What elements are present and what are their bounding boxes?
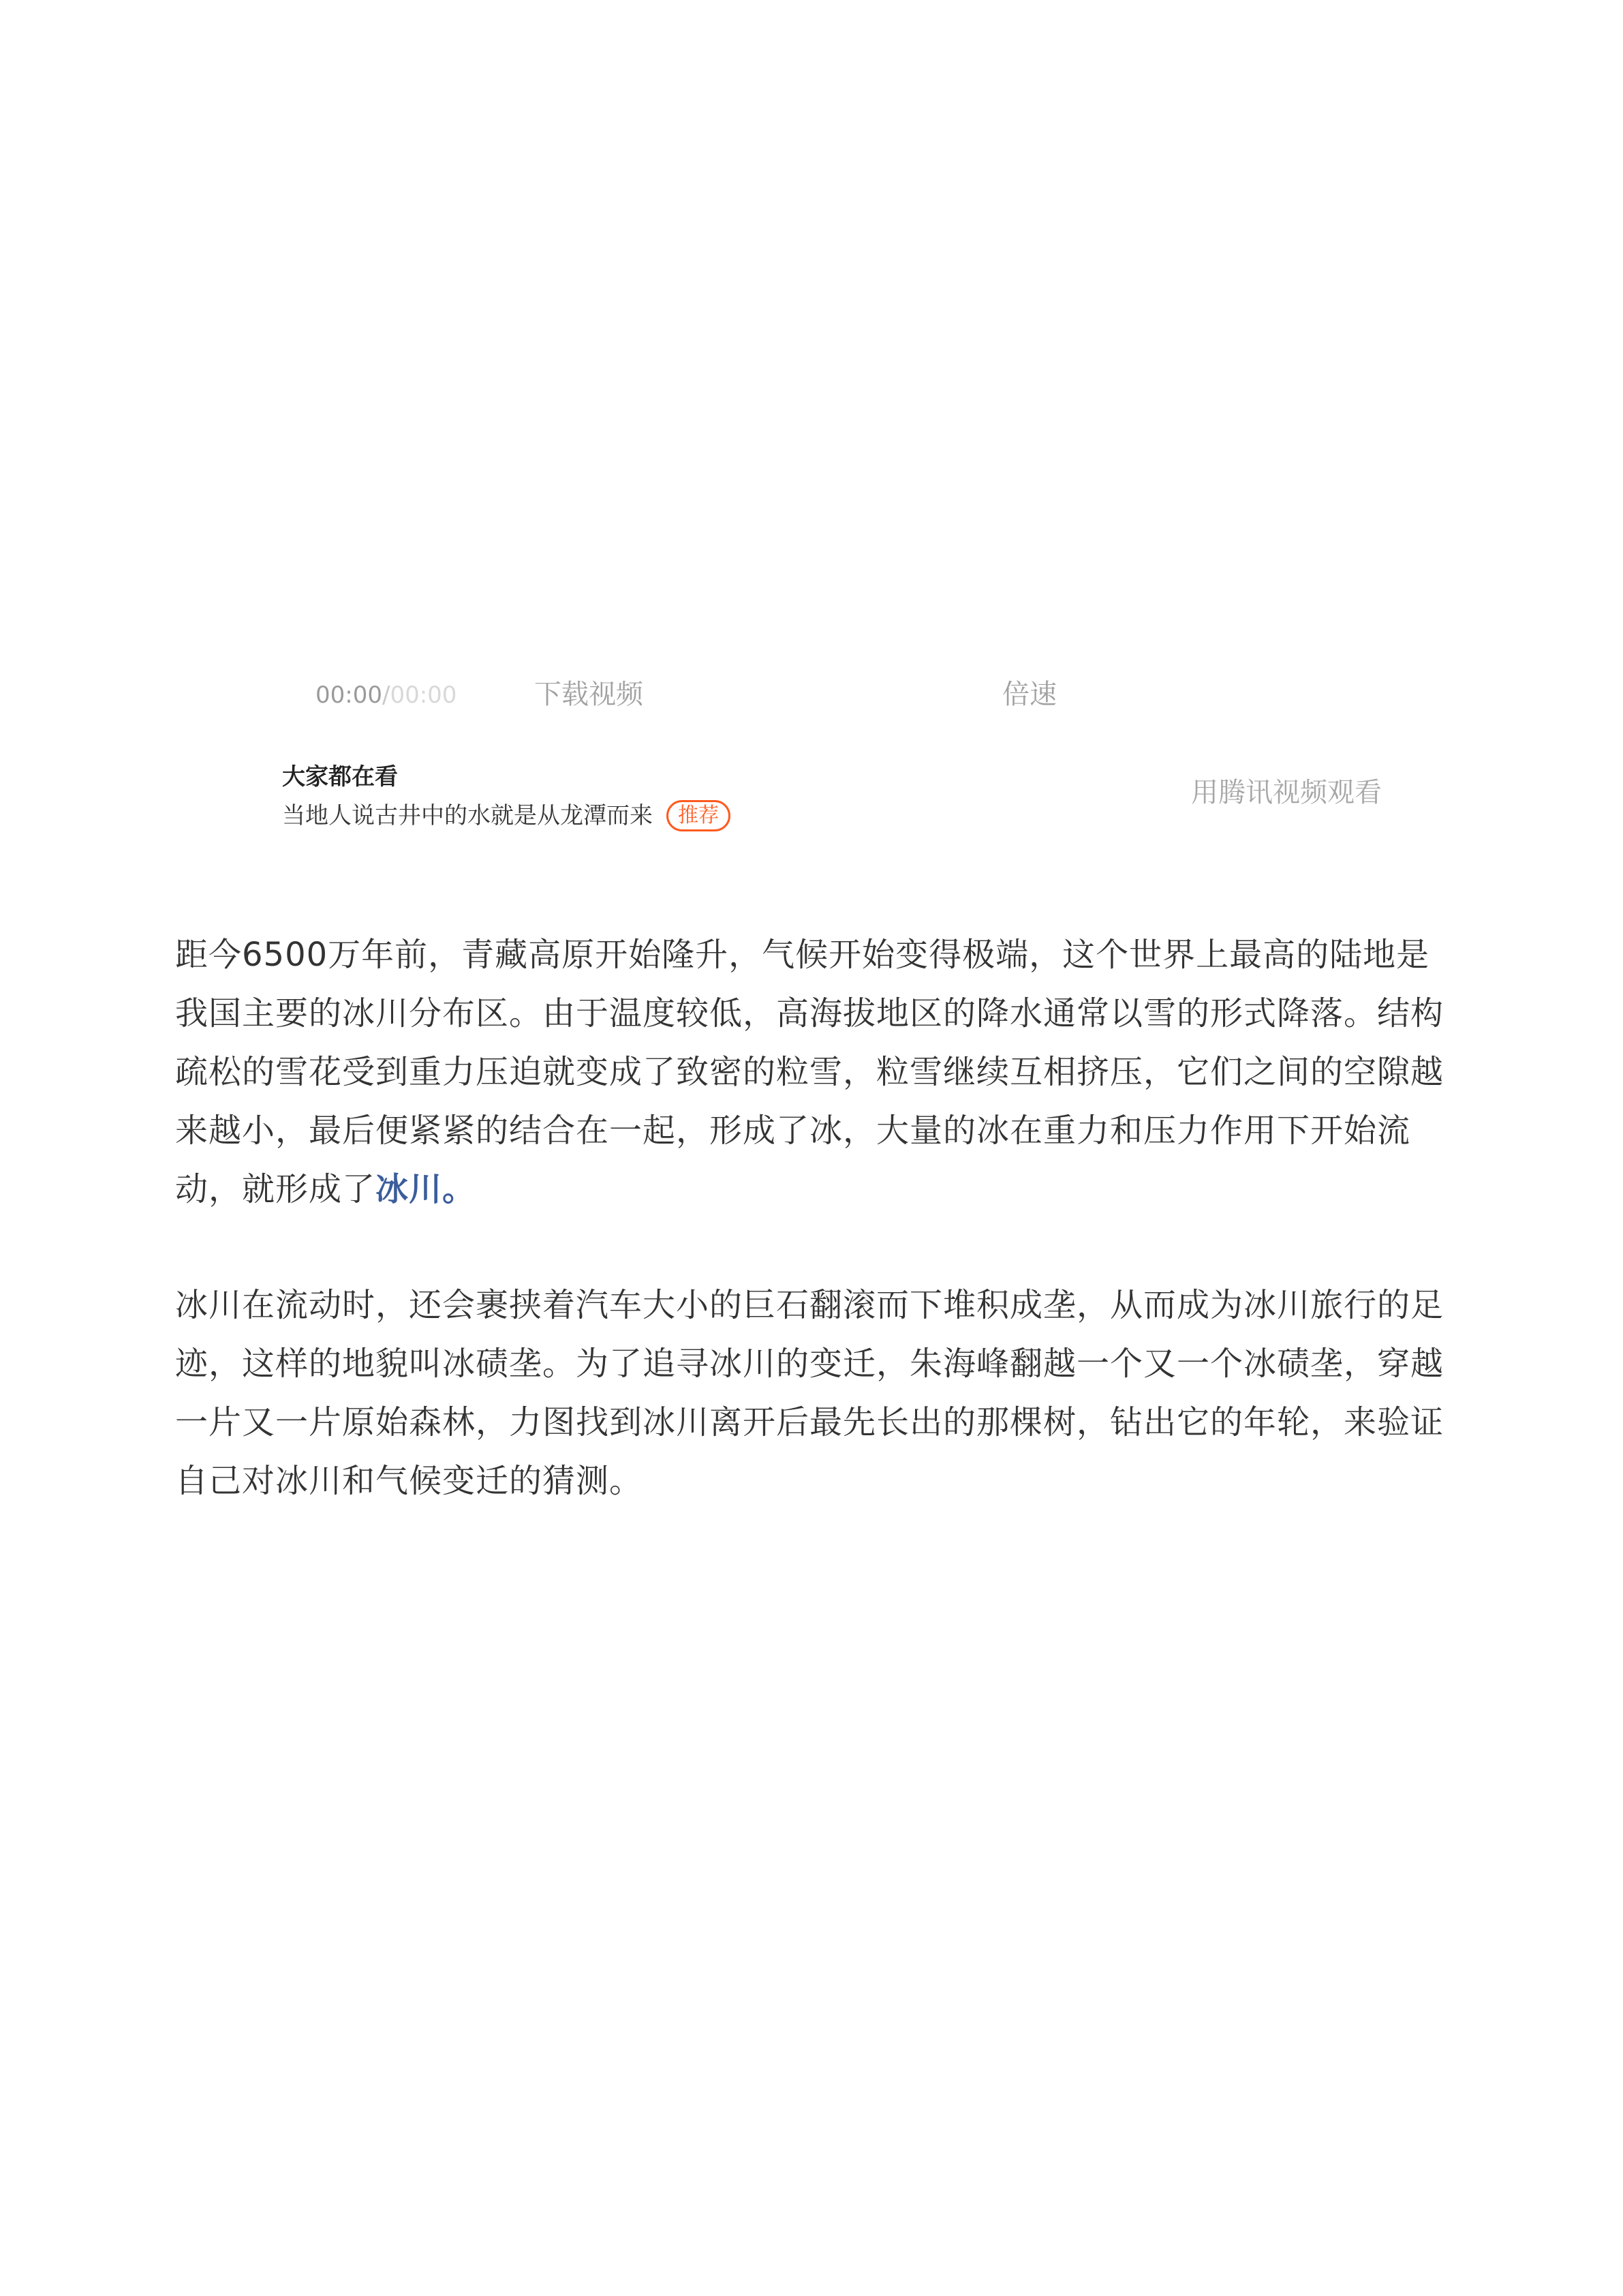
playback-speed-button[interactable]: 倍速 [1002,679,1057,710]
player-control-bar [0,675,1623,716]
article-paragraph-2: 冰川在流动时，还会裹挟着汽车大小的巨石翻滚而下堆积成垄，从而成为冰川旅行的足迹，这样的地貌叫冰碛垄。为了追寻冰川的变迁，朱海峰翻越一个又一个冰碛垄，穿越一片又一片原始森林，力图找到冰川离开后最先长出的那棵树，钻出它的年轮，来验证自己对冰川和气候变迁的猜测。 [175,1286,1444,1500]
time-separator: / [382,682,390,709]
video-player-surface[interactable] [0,0,1623,647]
glacier-link[interactable]: 冰川。 [375,1170,476,1208]
recommended-video-title: 当地人说古井中的水就是从龙潭而来 [282,802,653,829]
article-paragraph-1 [175,925,1456,1219]
recommendation-strip [0,760,1623,842]
recommended-video-link[interactable] [282,798,730,833]
time-display [315,679,457,711]
recommend-badge: 推荐 [666,800,730,831]
recommend-title: 大家都在看 [282,763,398,791]
download-video-button[interactable]: 下载视频 [534,679,643,710]
article-body [175,925,1456,1510]
total-time: 00:00 [390,682,457,709]
paragraph-1-text: 距今6500万年前，青藏高原开始隆升，气候开始变得极端，这个世界上最高的陆地是我国主要的冰川分布区。由于温度较低，高海拔地区的降水通常以雪的形式降落。结构疏松的雪花受到重力压迫就变成了致密的粒雪，粒雪继续互相挤压，它们之间的空隙越来越小，最后便紧紧的结合在一起，形成了冰，大量的冰在重力和压力作用下开始流动，就形成了 [175,936,1444,1208]
current-time: 00:00 [315,682,382,709]
watch-in-tencent-video-link[interactable]: 用腾讯视频观看 [1191,777,1382,808]
